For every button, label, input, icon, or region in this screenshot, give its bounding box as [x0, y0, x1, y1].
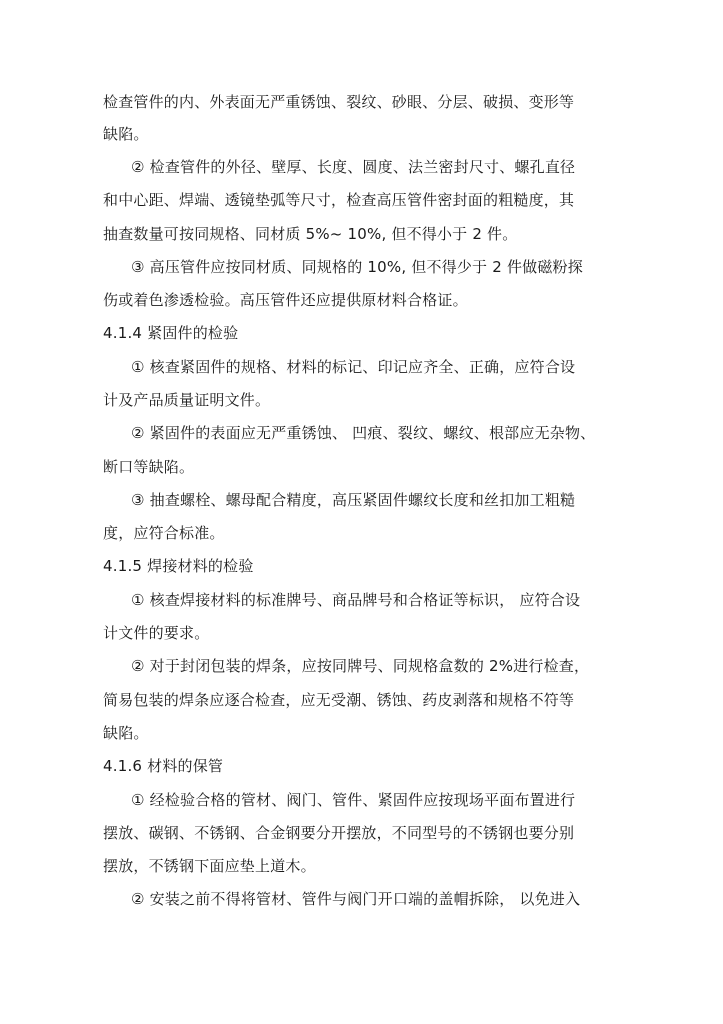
list-item-line: ② 安装之前不得将管材、管件与阀门开口端的盖帽拆除， 以免进入: [131, 890, 581, 908]
list-item-line: ① 经检验合格的管材、阀门、管件、紧固件应按现场平面布置进行: [131, 791, 576, 809]
text-line: 计及产品质量证明文件。: [103, 391, 271, 409]
text-line: 缺陷。: [103, 724, 149, 742]
section-heading: 4.1.4 紧固件的检验: [103, 324, 239, 342]
text-line: 和中心距、焊端、透镜垫弧等尺寸，检查高压管件密封面的粗糙度，其: [103, 191, 575, 209]
text-line: 断口等缺陷。: [103, 458, 195, 476]
text-line: 检查管件的内、外表面无严重锈蚀、裂纹、砂眼、分层、破损、变形等: [103, 93, 575, 111]
list-item-line: ③ 高压管件应按同材质、同规格的 10%, 但不得少于 2 件做磁粉探: [131, 258, 583, 276]
list-item-line: ② 紧固件的表面应无严重锈蚀、 凹痕、裂纹、螺纹、根部应无杂物、: [131, 424, 596, 442]
list-item-line: ③ 抽查螺栓、螺母配合精度，高压紧固件螺纹长度和丝扣加工粗糙: [131, 491, 576, 509]
text-line: 摆放、碳钢、不锈钢、合金钢要分开摆放，不同型号的不锈钢也要分别: [103, 824, 575, 842]
text-line: 伤或着色渗透检验。高压管件还应提供原材料合格证。: [103, 291, 468, 309]
section-heading: 4.1.5 焊接材料的检验: [103, 557, 254, 575]
text-line: 缺陷。: [103, 125, 149, 143]
text-line: 计文件的要求。: [103, 624, 210, 642]
list-item-line: ① 核查焊接材料的标准牌号、商品牌号和合格证等标识， 应符合设: [131, 591, 581, 609]
section-heading: 4.1.6 材料的保管: [103, 757, 224, 775]
text-line: 简易包装的焊条应逐合检查，应无受潮、锈蚀、药皮剥落和规格不符等: [103, 691, 575, 709]
text-line: 抽查数量可按同规格、同材质 5%~ 10%, 但不得小于 2 件。: [103, 225, 518, 243]
list-item-line: ① 核查紧固件的规格、材料的标记、印记应齐全、正确，应符合设: [131, 358, 576, 376]
text-line: 度，应符合标准。: [103, 524, 225, 542]
text-line: 摆放，不锈钢下面应垫上道木。: [103, 857, 316, 875]
list-item-line: ② 检查管件的外径、壁厚、长度、圆度、法兰密封尺寸、螺孔直径: [131, 158, 576, 176]
list-item-line: ② 对于封闭包装的焊条，应按同牌号、同规格盒数的 2%进行检查，: [131, 657, 590, 675]
